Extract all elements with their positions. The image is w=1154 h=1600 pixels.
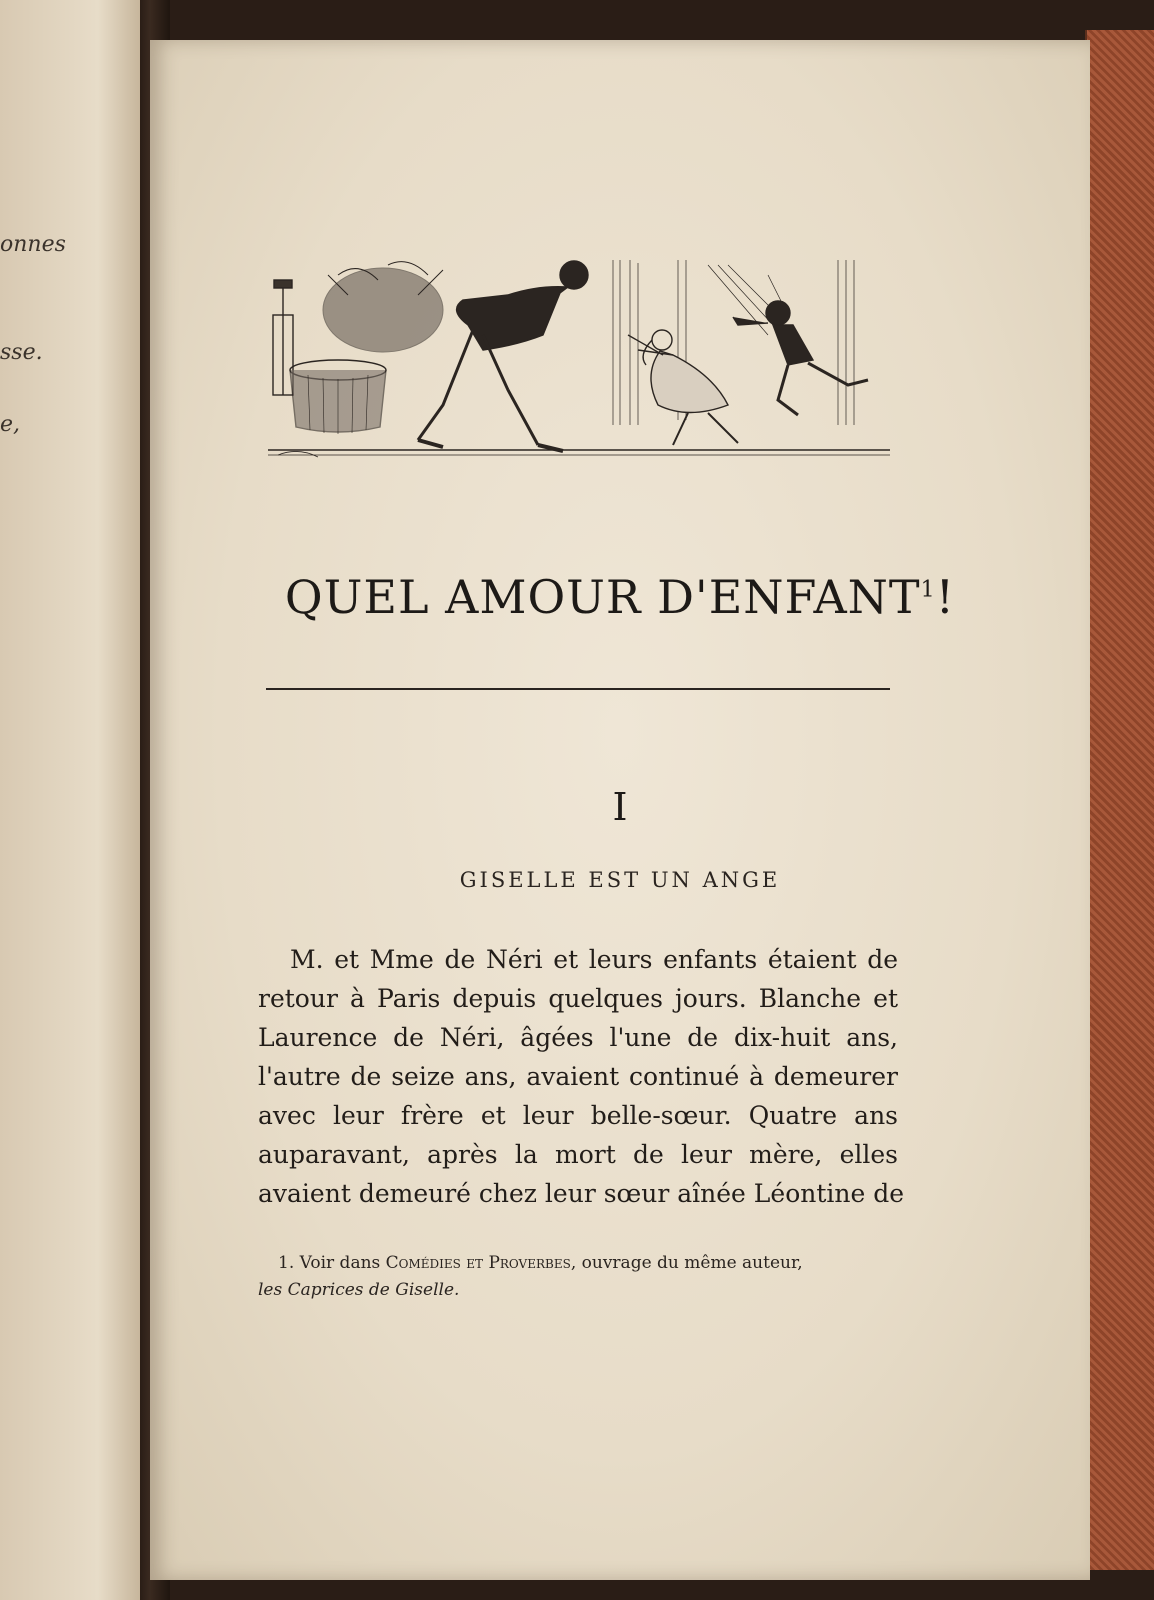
footnote-rest: ouvrage du même auteur, bbox=[581, 1253, 803, 1273]
left-page bbox=[0, 0, 140, 1600]
left-page-fragment: sse. bbox=[0, 340, 43, 365]
title-rule bbox=[266, 688, 890, 690]
footnote-marker: 1 bbox=[920, 577, 936, 603]
text-line: Laurence de Néri, âgées l'une de dix-huit ans, bbox=[258, 1023, 898, 1052]
title-text: QUEL AMOUR D'ENFANT bbox=[284, 570, 921, 624]
footnote-work: Comédies et Proverbes, bbox=[385, 1253, 577, 1273]
footnote-number: 1. bbox=[278, 1253, 295, 1273]
text-line: retour à Paris depuis quelques jours. Blanche et bbox=[258, 984, 898, 1013]
footnote-lead: Voir dans bbox=[299, 1253, 381, 1273]
text-line: avaient demeuré chez leur sœur aînée Léontine de bbox=[258, 1179, 905, 1208]
footnote bbox=[258, 1250, 898, 1304]
chapter-number: I bbox=[612, 785, 628, 829]
text-line: avec leur frère et leur belle-sœur. Quatre ans bbox=[258, 1101, 898, 1130]
text-line: M. et Mme de Néri et leurs enfants étaient de bbox=[290, 945, 898, 974]
body-paragraph bbox=[258, 940, 905, 1213]
book-cover-edge bbox=[1085, 30, 1154, 1570]
left-page-fragment: e, bbox=[0, 412, 21, 437]
title-tail: ! bbox=[935, 570, 956, 624]
text-line: l'autre de seize ans, avaient continué à demeurer bbox=[258, 1062, 898, 1091]
chapter-title: GISELLE EST UN ANGE bbox=[459, 868, 781, 892]
chapter-heading bbox=[150, 570, 1090, 624]
text-line: auparavant, après la mort de leur mère, elles bbox=[258, 1140, 898, 1169]
right-page bbox=[150, 40, 1090, 1580]
engraving-man-and-children-icon bbox=[268, 255, 890, 475]
left-page-fragment: onnes bbox=[0, 232, 66, 257]
footnote-italic: les Caprices de Giselle. bbox=[258, 1280, 460, 1300]
